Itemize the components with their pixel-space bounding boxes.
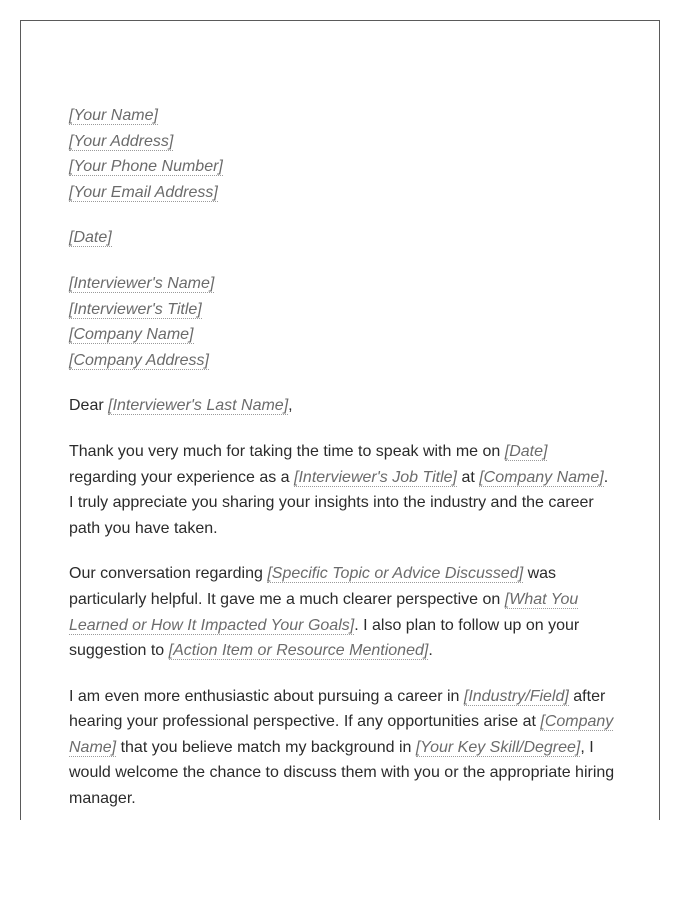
letter-page [20, 20, 660, 820]
paragraph-text: Thank you very much for taking the time to speak with me on [69, 442, 505, 460]
recipient-address-placeholder[interactable]: [Company Address] [69, 351, 209, 369]
recipient-company-placeholder[interactable]: [Company Name] [69, 326, 194, 344]
salutation [69, 393, 617, 419]
paragraph-thanks [69, 439, 617, 541]
company-name-placeholder[interactable]: [Company Name] [69, 713, 614, 756]
paragraph-text: Our conversation regarding [69, 565, 268, 583]
paragraph-text: , I would welcome the chance to discuss them with you or the appropriate hiring manager. [69, 738, 615, 808]
recipient-title-placeholder[interactable]: [Interviewer's Title] [69, 300, 202, 318]
action-item-placeholder[interactable]: [Action Item or Resource Mentioned] [168, 642, 429, 660]
salutation-suffix: , [288, 397, 293, 415]
sender-phone-placeholder[interactable]: [Your Phone Number] [69, 158, 223, 176]
sender-block [69, 103, 617, 205]
date-placeholder[interactable]: [Date] [69, 229, 112, 247]
paragraph-enthusiasm [69, 684, 617, 812]
paragraph-text: at [457, 468, 480, 486]
learned-placeholder[interactable]: [What You Learned or How It Impacted Your Goals] [69, 590, 579, 634]
date-block [69, 225, 617, 251]
topic-placeholder[interactable]: [Specific Topic or Advice Discussed] [267, 565, 524, 583]
salutation-prefix: Dear [69, 397, 109, 415]
sender-email-placeholder[interactable]: [Your Email Address] [69, 183, 218, 201]
job-title-placeholder[interactable]: [Interviewer's Job Title] [294, 468, 457, 486]
company-name-placeholder[interactable]: [Company Name] [479, 468, 604, 486]
sender-name-placeholder[interactable]: [Your Name] [69, 107, 158, 124]
paragraph-conversation [69, 561, 617, 663]
sender-address-placeholder[interactable]: [Your Address] [69, 132, 174, 150]
letter-content [69, 103, 617, 820]
recipient-block [69, 271, 617, 373]
recipient-name-placeholder[interactable]: [Interviewer's Name] [69, 274, 215, 292]
paragraph-text: that you believe match my background in [116, 738, 416, 756]
skill-placeholder[interactable]: [Your Key Skill/Degree] [415, 738, 581, 756]
paragraph-text: after hearing your professional perspective. If any opportunities arise at [69, 687, 606, 731]
paragraph-text: I am even more enthusiastic about pursuing a career in [69, 687, 464, 705]
paragraph-text: . I also plan to follow up on your suggestion to [69, 616, 580, 660]
paragraph-text: . [428, 642, 433, 660]
salutation-name-placeholder[interactable]: [Interviewer's Last Name] [108, 397, 289, 415]
paragraph-text: was particularly helpful. It gave me a much clearer perspective on [69, 565, 557, 608]
meeting-date-placeholder[interactable]: [Date] [504, 442, 548, 460]
paragraph-text: . I truly appreciate you sharing your insights into the industry and the career path you have taken. [69, 468, 609, 537]
paragraph-text: regarding your experience as a [69, 468, 295, 486]
industry-placeholder[interactable]: [Industry/Field] [463, 687, 569, 705]
